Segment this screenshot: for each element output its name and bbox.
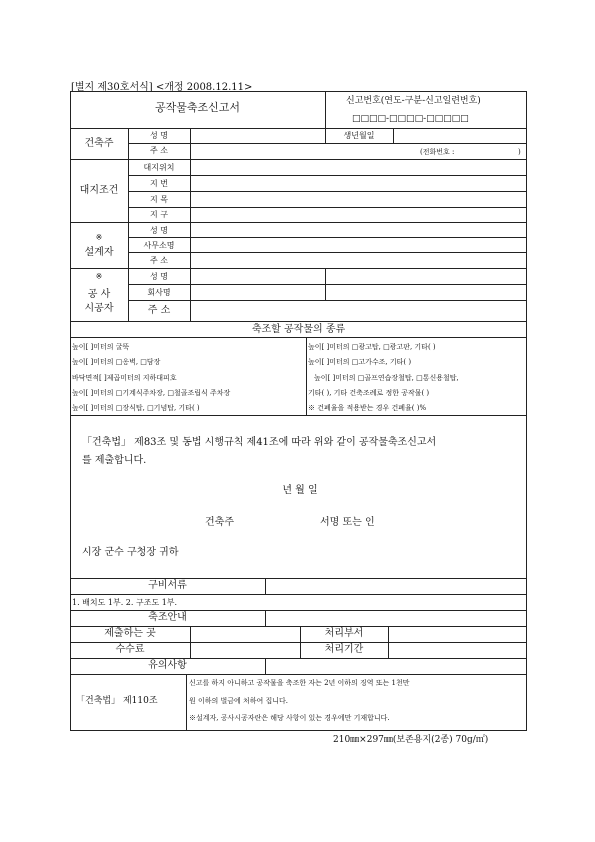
processing-dept-field[interactable] <box>389 627 526 641</box>
required-docs-title: 구비서류 <box>148 580 187 591</box>
builder-name-label: 성 명 <box>150 272 168 281</box>
signature-label[interactable]: 서명 또는 인 <box>320 517 375 528</box>
form-title: 공작물축조신고서 <box>154 101 240 114</box>
structure-kinds-title: 축조할 공작물의 종류 <box>251 324 346 335</box>
required-docs-content: 1. 배치도 1부. 2. 구조도 1부. <box>72 598 178 607</box>
builder-company-label: 회사명 <box>147 288 171 297</box>
kind-chimney[interactable]: 높이[ ]미터의 굴뚝 <box>72 343 130 351</box>
site-district-field[interactable] <box>191 208 526 221</box>
owner-name-label: 성 명 <box>150 131 168 140</box>
notes-title: 유의사항 <box>148 660 187 671</box>
owner-section-label: 건축주 <box>84 138 114 149</box>
site-land-category-field[interactable] <box>191 192 526 206</box>
site-location-field[interactable] <box>191 160 526 174</box>
kind-golf-telecom-tower[interactable]: 높이[ ]미터의 □골프연습장철탑, □통신용철탑, <box>314 374 459 382</box>
builder-mark: ※ <box>95 272 103 281</box>
builder-name-field[interactable] <box>191 269 324 283</box>
owner-birth-field[interactable] <box>394 129 526 142</box>
site-lot-number-label: 지 번 <box>150 179 168 188</box>
owner-address-label: 주 소 <box>150 146 168 155</box>
site-section-label: 대지조건 <box>79 185 119 196</box>
builder-section-label-1: 공 사 <box>87 289 111 300</box>
builder-section-label-2: 시공자 <box>84 303 114 314</box>
designer-office-label: 사무소명 <box>143 241 175 250</box>
builder-address-field[interactable] <box>191 301 526 320</box>
designer-address-field[interactable] <box>191 253 526 267</box>
notes-line-3: ※설계자, 공사시공자란은 해당 사항이 있는 경우에만 기재합니다. <box>189 714 390 722</box>
fee-field[interactable] <box>191 643 299 657</box>
owner-name-field[interactable] <box>191 129 324 142</box>
statement-line-1: 「건축법」 제83조 및 동법 시행규칙 제41조에 따라 위와 같이 공작물축조신고서 <box>82 437 437 448</box>
fee-label: 수수료 <box>115 644 145 655</box>
builder-company-field[interactable] <box>191 285 324 299</box>
kind-advertising-tower[interactable]: 높이[ ]미터의 □광고탑, □광고판, 기타( ) <box>308 343 436 351</box>
kind-elevated-tank[interactable]: 높이[ ]미터의 □고가수조, 기타( ) <box>308 358 412 366</box>
owner-birth-label: 생년월일 <box>343 131 375 140</box>
owner-address-field[interactable] <box>191 144 411 158</box>
statement-line-2: 를 제출합니다. <box>82 455 147 466</box>
site-location-label: 대지위치 <box>143 163 175 172</box>
kind-underground-shelter[interactable]: 바닥면적[ ]제곱미터의 지하대피호 <box>72 374 177 382</box>
site-land-category-label: 지 목 <box>150 195 168 204</box>
designer-mark: ※ <box>95 233 103 242</box>
applicant-label: 건축주 <box>205 517 234 528</box>
submit-place-field[interactable] <box>191 627 299 641</box>
owner-phone-close: ) <box>518 148 521 156</box>
kind-parking-structure[interactable]: 높이[ ]미터의 □기계식주차장, □철골조립식 주차장 <box>72 389 231 397</box>
kind-other-structure[interactable]: 기타( ), 기타 건축조례로 정한 공작물( ) <box>308 389 430 397</box>
designer-section-label: 설계자 <box>84 247 114 258</box>
builder-address-label: 주 소 <box>147 305 171 316</box>
coverage-ratio-note: ※ 건폐율을 적용받는 경우 건폐율( )% <box>308 404 427 412</box>
designer-address-label: 주 소 <box>150 256 168 265</box>
guide-title: 축조안내 <box>148 612 187 623</box>
designer-name-field[interactable] <box>191 223 526 236</box>
submit-place-label: 제출하는 곳 <box>104 628 156 639</box>
notes-law-reference: 「건축법」 제110조 <box>76 696 158 706</box>
submission-date[interactable]: 년 월 일 <box>282 485 318 496</box>
notes-line-2: 원 이하의 벌금에 처하여 집니다. <box>189 697 289 705</box>
processing-dept-label: 처리부서 <box>324 628 364 639</box>
kind-monument-tower[interactable]: 높이[ ]미터의 □장식탑, □기념탑, 기타( ) <box>72 404 200 412</box>
site-district-label: 지 구 <box>150 210 168 219</box>
processing-period-field[interactable] <box>389 643 526 657</box>
kind-retaining-wall[interactable]: 높이[ ]미터의 □옹벽, □담장 <box>72 358 161 366</box>
site-lot-number-field[interactable] <box>191 176 526 190</box>
notes-line-1: 신고를 하지 아니하고 공작물을 축조한 자는 2년 이하의 징역 또는 1천만 <box>189 679 410 687</box>
registration-number-label: 신고번호(연도-구분-신고일련번호) <box>346 96 481 106</box>
recipient-label: 시장 군수 구청장 귀하 <box>82 547 179 558</box>
owner-phone-label: (전화번호 : <box>420 148 455 156</box>
designer-name-label: 성 명 <box>150 226 168 235</box>
processing-period-label: 처리기간 <box>324 644 364 655</box>
registration-number-field[interactable]: □□□□-□□□□-□□□□□ <box>352 114 469 124</box>
paper-spec: 210㎜×297㎜(보존용지(2종) 70g/㎡) <box>333 735 489 745</box>
designer-office-field[interactable] <box>191 238 526 251</box>
form-header: [별지 제30호서식] <개정 2008.12.11> <box>71 82 253 93</box>
